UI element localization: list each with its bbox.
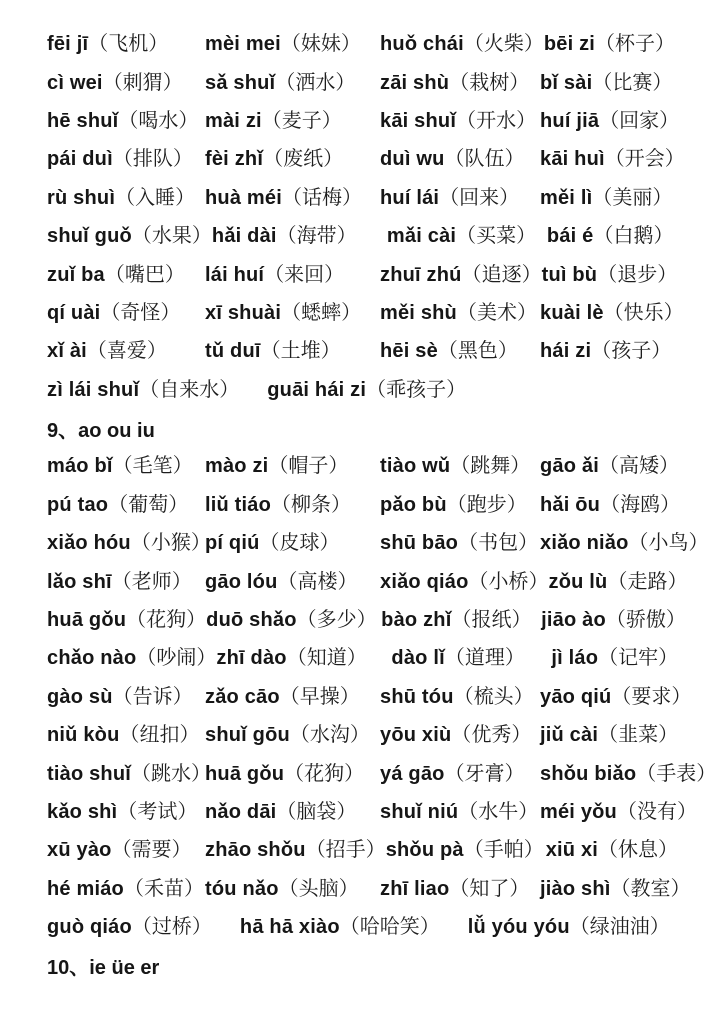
word-entry — [380, 111, 540, 131]
word-entry — [216, 648, 391, 668]
word-row — [47, 562, 706, 600]
word-entry — [47, 34, 205, 54]
word-row — [47, 486, 706, 524]
pinyin-text: tǔ duī — [205, 340, 261, 363]
word-entry — [205, 73, 380, 93]
word-entry — [386, 840, 546, 860]
hanzi-text: （跳舞） — [450, 455, 531, 478]
word-entry — [380, 879, 540, 899]
pinyin-text: hé miáo — [47, 877, 124, 900]
pinyin-text: xiū xi — [545, 839, 599, 862]
pinyin-text: shuǐ gōu — [205, 724, 290, 747]
hanzi-text: （土堆） — [260, 340, 341, 363]
word-entry — [546, 840, 678, 860]
hanzi-text: （纽扣） — [119, 724, 200, 747]
word-entry — [47, 73, 205, 93]
word-entry — [47, 687, 205, 707]
hanzi-text: （跑步） — [446, 493, 527, 516]
pinyin-text: zhī liao — [380, 877, 450, 900]
word-row — [47, 678, 706, 716]
hanzi-text: （毛笔） — [112, 455, 193, 478]
hanzi-text: （白鹅） — [593, 225, 674, 248]
hanzi-text: （走路） — [607, 570, 688, 593]
word-entry — [47, 341, 205, 361]
pinyin-text: bēi zi — [543, 33, 596, 56]
word-entry — [205, 725, 380, 745]
word-row — [47, 179, 706, 217]
hanzi-text: （葡萄） — [108, 493, 189, 516]
hanzi-text: （乖孩子） — [366, 378, 467, 401]
word-entry — [205, 879, 380, 899]
pinyin-text: cì wei — [47, 71, 103, 94]
word-entry — [205, 495, 380, 515]
word-entry — [540, 341, 671, 361]
hanzi-text: （韭菜） — [598, 724, 679, 747]
pinyin-text: pí qiú — [205, 532, 260, 555]
word-entry — [540, 764, 716, 784]
word-entry — [381, 610, 541, 630]
word-row — [47, 294, 706, 332]
hanzi-text: （知了） — [449, 877, 530, 900]
hanzi-text: （梳头） — [453, 685, 534, 708]
hanzi-text: （海鸥） — [600, 493, 681, 516]
hanzi-text: （没有） — [616, 801, 697, 823]
pinyin-text: zhāo shǒu — [205, 839, 306, 862]
pinyin-text: chǎo nào — [47, 647, 137, 670]
hanzi-text: （废纸） — [263, 148, 344, 171]
pinyin-text: yāo qiú — [540, 685, 612, 708]
word-row — [47, 716, 706, 754]
pinyin-text: huā gǒu — [205, 762, 285, 785]
pinyin-text: mài zi — [205, 109, 262, 132]
word-entry — [267, 380, 466, 400]
hanzi-text: （开会） — [604, 148, 685, 171]
word-entry — [205, 764, 380, 784]
pinyin-text: hēi sè — [380, 340, 438, 363]
hanzi-text: （追逐） — [461, 263, 542, 286]
pinyin-text: shuǐ guǒ — [47, 225, 132, 248]
pinyin-text: lǚ yóu yóu — [467, 916, 570, 939]
hanzi-text: （洒水） — [275, 71, 356, 94]
word-row — [47, 639, 706, 677]
word-entry — [47, 380, 239, 400]
hanzi-text: （花狗） — [284, 762, 365, 785]
hanzi-text: （买菜） — [456, 225, 537, 248]
pinyin-text: kǎo shì — [47, 801, 118, 823]
word-entry — [205, 456, 380, 476]
hanzi-text: （吵闹） — [136, 647, 217, 670]
word-entry — [205, 572, 380, 592]
word-entry — [380, 725, 540, 745]
pinyin-text: xiǎo hóu — [47, 532, 131, 555]
hanzi-text: （休息） — [598, 839, 679, 862]
hanzi-text: （回来） — [439, 186, 520, 209]
pinyin-text: lái huí — [205, 263, 265, 286]
hanzi-text: （皮球） — [259, 532, 340, 555]
pinyin-text: xū yào — [47, 839, 112, 862]
pinyin-text: kāi shuǐ — [380, 109, 457, 132]
word-row — [47, 601, 706, 639]
pinyin-text: měi lì — [540, 186, 593, 209]
hanzi-text: （开水） — [456, 109, 537, 132]
hanzi-text: （话梅） — [281, 186, 362, 209]
pinyin-text: shǒu pà — [385, 839, 464, 862]
word-entry — [380, 341, 540, 361]
word-entry — [540, 188, 672, 208]
word-entry — [540, 73, 672, 93]
hanzi-text: （高楼） — [277, 570, 358, 593]
pinyin-text: shū bāo — [380, 532, 459, 555]
word-entry — [380, 572, 549, 592]
hanzi-text: （道理） — [444, 647, 525, 670]
word-row — [47, 447, 706, 485]
pinyin-text: kuài lè — [540, 301, 604, 324]
hanzi-text: （手帕） — [463, 839, 544, 862]
word-entry — [468, 917, 670, 937]
word-entry — [47, 917, 212, 937]
pinyin-text: nǎo dāi — [205, 801, 277, 823]
pinyin-text: bào zhǐ — [381, 609, 452, 632]
hanzi-text: （栽树） — [449, 71, 530, 94]
pinyin-text: jì láo — [551, 647, 599, 670]
pinyin-text: hē shuǐ — [47, 109, 119, 132]
hanzi-text: （小猴） — [130, 532, 211, 555]
word-entry — [380, 188, 540, 208]
word-row — [47, 63, 706, 101]
pinyin-text: hǎi ōu — [540, 493, 601, 516]
pinyin-text: shuǐ niú — [380, 801, 459, 823]
hanzi-text: （杯子） — [595, 33, 676, 56]
hanzi-text: （回家） — [599, 109, 680, 132]
pinyin-text: jiāo ào — [541, 609, 606, 632]
word-entry — [540, 533, 709, 553]
pinyin-text: shū tóu — [380, 685, 454, 708]
hanzi-text: （柳条） — [271, 493, 352, 516]
word-entry — [540, 303, 684, 323]
word-entry — [540, 879, 691, 899]
word-entry — [47, 802, 205, 822]
hanzi-text: （小鸟） — [628, 532, 709, 555]
word-entry — [540, 149, 685, 169]
word-entry — [47, 879, 205, 899]
pinyin-text: méi yǒu — [540, 801, 617, 823]
hanzi-text: （书包） — [458, 532, 539, 555]
hanzi-text: （妹妹） — [280, 33, 361, 56]
word-entry — [549, 572, 688, 592]
pinyin-text: lǎo shī — [47, 570, 112, 593]
pinyin-text: yá gāo — [380, 762, 445, 785]
hanzi-text: （喝水） — [118, 109, 199, 132]
hanzi-text: （帽子） — [268, 455, 349, 478]
hanzi-text: （老师） — [111, 570, 192, 593]
word-row — [47, 524, 709, 562]
pinyin-text: niǔ kòu — [47, 724, 120, 747]
pinyin-text: xiǎo niǎo — [540, 532, 629, 555]
pinyin-text: bái é — [546, 225, 594, 248]
word-entry — [47, 840, 205, 860]
word-entry — [387, 226, 547, 246]
word-entry — [540, 725, 678, 745]
hanzi-text: （退步） — [597, 263, 678, 286]
word-entry — [380, 265, 542, 285]
pinyin-text: zāi shù — [380, 71, 450, 94]
word-entry — [380, 533, 540, 553]
pinyin-text: xiǎo qiáo — [380, 570, 469, 593]
hanzi-text: （小桥） — [468, 570, 549, 593]
word-row — [47, 217, 706, 255]
hanzi-text: （自来水） — [139, 378, 240, 401]
hanzi-text: （快乐） — [603, 301, 684, 324]
hanzi-text: （需要） — [111, 839, 192, 862]
word-entry — [205, 303, 380, 323]
hanzi-text: （头脑） — [278, 877, 359, 900]
word-row — [47, 332, 706, 370]
hanzi-text: （教室） — [610, 877, 691, 900]
pinyin-text: liǔ tiáo — [205, 493, 272, 516]
hanzi-text: （奇怪） — [100, 301, 181, 324]
pinyin-text: sǎ shuǐ — [205, 71, 276, 94]
pinyin-text: huǒ chái — [380, 33, 464, 56]
pinyin-text: huí jiā — [540, 109, 600, 132]
hanzi-text: （队伍） — [444, 148, 525, 171]
pinyin-text: zǎo cāo — [205, 685, 280, 708]
word-entry — [47, 610, 206, 630]
hanzi-text: （飞机） — [88, 33, 169, 56]
word-entry — [380, 802, 540, 822]
pinyin-text: huí lái — [380, 186, 440, 209]
word-row — [47, 255, 706, 293]
word-entry — [205, 802, 380, 822]
pinyin-text: xǐ ài — [47, 340, 87, 363]
word-entry — [47, 648, 216, 668]
pinyin-text: dào lǐ — [391, 647, 445, 670]
hanzi-text: （黑色） — [437, 340, 518, 363]
word-entry — [212, 226, 387, 246]
word-entry — [380, 303, 540, 323]
word-entry — [547, 226, 674, 246]
pinyin-text: rù shuì — [47, 186, 116, 209]
pinyin-text: shǒu biǎo — [540, 762, 637, 785]
word-entry — [205, 840, 386, 860]
pinyin-text: zuǐ ba — [47, 263, 105, 286]
pinyin-text: tóu nǎo — [205, 877, 279, 900]
word-entry — [205, 687, 380, 707]
hanzi-text: （脑袋） — [276, 801, 357, 823]
word-entry — [205, 341, 380, 361]
word-entry — [47, 495, 205, 515]
pinyin-text: zǒu lù — [548, 570, 608, 593]
pinyin-text: zhuī zhú — [380, 263, 462, 286]
hanzi-text: （招手） — [305, 839, 386, 862]
word-row — [47, 908, 706, 946]
pinyin-text: gāo lóu — [205, 570, 278, 593]
pinyin-text: mèi mei — [205, 33, 281, 56]
word-row — [47, 754, 717, 792]
word-entry — [380, 34, 544, 54]
word-row — [47, 870, 706, 908]
hanzi-text: （海带） — [276, 225, 357, 248]
hanzi-text: （喜爱） — [86, 340, 167, 363]
word-entry — [380, 687, 540, 707]
hanzi-text: （记牢） — [598, 647, 679, 670]
word-entry — [205, 149, 380, 169]
pinyin-text: zhī dào — [216, 647, 287, 670]
pinyin-text: mào zi — [205, 455, 269, 478]
hanzi-text: （水牛） — [458, 801, 539, 823]
word-entry — [540, 111, 679, 131]
pinyin-text: huà méi — [205, 186, 282, 209]
pinyin-text: pú tao — [47, 493, 109, 516]
hanzi-text: （知道） — [286, 647, 367, 670]
word-entry — [205, 265, 380, 285]
pinyin-text: bǐ sài — [540, 71, 593, 94]
hanzi-text: （早操） — [279, 685, 360, 708]
word-entry — [540, 687, 691, 707]
hanzi-text: （嘴巴） — [104, 263, 185, 286]
word-entry — [540, 802, 697, 822]
word-entry — [205, 188, 380, 208]
word-entry — [47, 111, 205, 131]
hanzi-text: （孩子） — [591, 340, 672, 363]
word-entry — [541, 610, 686, 630]
word-row — [47, 102, 706, 140]
pinyin-text: duì wu — [380, 148, 445, 171]
section-heading: 9、ao ou iu — [47, 419, 155, 442]
word-row — [47, 25, 706, 63]
hanzi-text: （美丽） — [592, 186, 673, 209]
word-row — [47, 793, 706, 831]
pinyin-text: gào sù — [47, 685, 113, 708]
pinyin-text: zì lái shuǐ — [47, 378, 140, 401]
hanzi-text: （比赛） — [592, 71, 673, 94]
word-entry — [205, 34, 380, 54]
hanzi-text: （优秀） — [451, 724, 532, 747]
word-row — [47, 371, 706, 409]
section-heading: 10、ie üe er — [47, 957, 160, 980]
hanzi-text: （考试） — [117, 801, 198, 823]
hanzi-text: （禾苗） — [123, 877, 204, 900]
word-entry — [540, 495, 680, 515]
pinyin-text: jiǔ cài — [540, 724, 599, 747]
word-entry — [47, 762, 212, 785]
word-entry — [206, 610, 381, 630]
hanzi-text: （蟋蟀） — [281, 301, 362, 324]
pinyin-text: pǎo bù — [380, 493, 447, 516]
word-row — [47, 140, 706, 178]
pinyin-text: hái zi — [540, 340, 592, 363]
word-entry — [391, 648, 551, 668]
pinyin-text: yōu xiù — [380, 724, 452, 747]
pinyin-text: qí uài — [47, 301, 101, 324]
hanzi-text: （水沟） — [289, 724, 370, 747]
pinyin-text: gāo ǎi — [540, 455, 599, 478]
word-entry — [47, 303, 205, 323]
pinyin-text: tiào wǔ — [380, 455, 451, 478]
hanzi-text: （过桥） — [131, 916, 212, 939]
hanzi-text: （牙膏） — [444, 762, 525, 785]
hanzi-text: （火柴） — [463, 33, 544, 56]
pinyin-text: hǎi dài — [211, 225, 277, 248]
word-entry — [47, 265, 205, 285]
hanzi-text: （麦子） — [261, 109, 342, 132]
word-entry — [240, 917, 440, 937]
pinyin-text: fèi zhǐ — [205, 148, 264, 171]
hanzi-text: （多少） — [296, 609, 377, 632]
hanzi-text: （报纸） — [451, 609, 532, 632]
word-entry — [47, 532, 211, 555]
pinyin-text: pái duì — [47, 148, 113, 171]
word-entry — [205, 533, 380, 553]
hanzi-text: （花狗） — [126, 609, 207, 632]
pinyin-text: mǎi cài — [386, 225, 457, 248]
pinyin-text: kāi huì — [540, 148, 605, 171]
pinyin-text: huā gǒu — [47, 609, 127, 632]
word-entry — [47, 572, 205, 592]
word-entry — [544, 34, 675, 54]
hanzi-text: （哈哈笑） — [339, 916, 440, 939]
word-entry — [540, 456, 679, 476]
pinyin-text: tiào shuǐ — [47, 762, 132, 785]
word-row — [47, 831, 706, 869]
hanzi-text: （绿油油） — [569, 916, 670, 939]
hanzi-text: （排队） — [112, 148, 193, 171]
word-entry — [205, 111, 380, 131]
hanzi-text: （水果） — [131, 225, 212, 248]
pinyin-text: fēi jī — [47, 33, 89, 56]
pinyin-text: duō shǎo — [206, 609, 297, 632]
word-entry — [551, 648, 678, 668]
pinyin-text: guāi hái zi — [267, 378, 367, 401]
hanzi-text: （跳水） — [131, 762, 212, 785]
pinyin-text: měi shù — [380, 301, 457, 324]
pinyin-text: guò qiáo — [47, 916, 132, 939]
pinyin-text: tuì bù — [541, 263, 598, 286]
word-entry — [380, 73, 540, 93]
word-entry — [47, 226, 212, 246]
word-entry — [542, 265, 678, 285]
pinyin-text: xī shuài — [205, 301, 282, 324]
hanzi-text: （美术） — [456, 301, 537, 324]
pinyin-text: hā hā xiào — [239, 916, 340, 939]
hanzi-text: （刺猬） — [102, 71, 183, 94]
word-entry — [380, 764, 540, 784]
hanzi-text: （入睡） — [115, 186, 196, 209]
word-entry — [380, 456, 540, 476]
hanzi-text: （手表） — [636, 762, 717, 785]
hanzi-text: （骄傲） — [605, 609, 686, 632]
word-entry — [47, 456, 205, 476]
pinyin-text: jiào shì — [540, 877, 611, 900]
pinyin-text: máo bǐ — [47, 455, 113, 478]
hanzi-text: （告诉） — [112, 685, 193, 708]
word-entry — [47, 149, 205, 169]
word-entry — [380, 495, 540, 515]
word-entry — [47, 188, 205, 208]
word-entry — [380, 149, 540, 169]
hanzi-text: （要求） — [611, 685, 692, 708]
hanzi-text: （高矮） — [599, 455, 679, 478]
word-entry — [47, 725, 205, 745]
hanzi-text: （来回） — [264, 263, 345, 286]
